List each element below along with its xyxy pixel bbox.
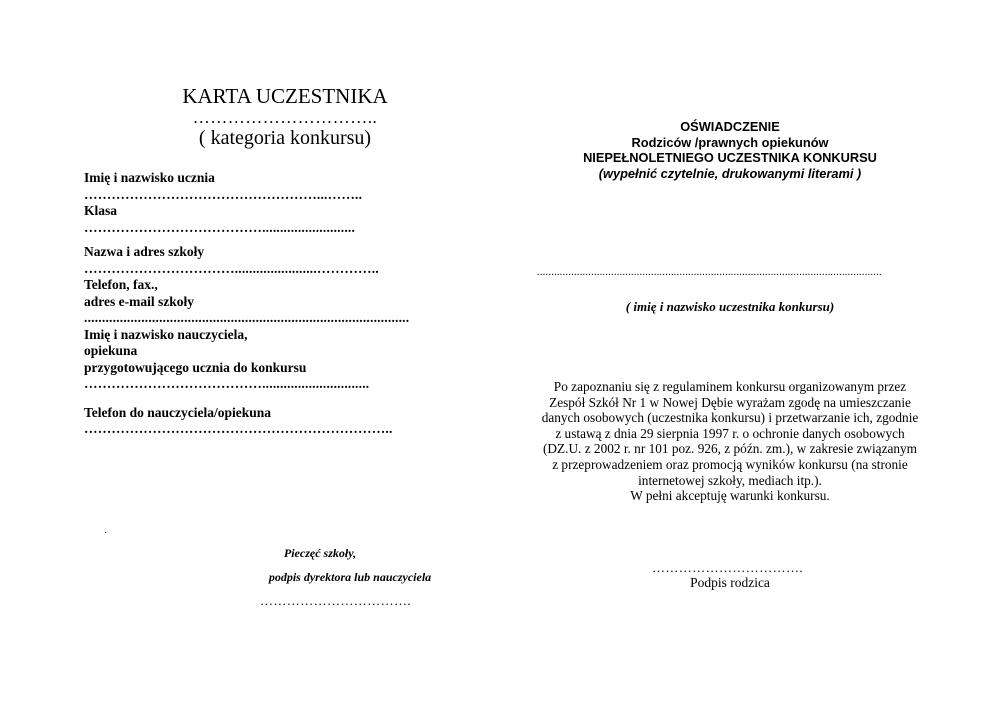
- body-line: Po zapoznaniu się z regulaminem konkursu organizowanym przez: [553, 379, 907, 394]
- declaration-body: [520, 379, 940, 504]
- body-line: W pełni akceptuję warunki konkursu.: [630, 488, 830, 504]
- declaration-title: OŚWIADCZENIE: [680, 119, 780, 134]
- declaration-heading: [540, 119, 920, 181]
- field-label-school: Nazwa i adres szkoły: [84, 244, 205, 259]
- signature-caption: podpis dyrektora lub nauczyciela: [268, 570, 432, 584]
- body-line: danych osobowych (uczestnika konkursu) i przetwarzanie ich, zgodnie: [541, 410, 919, 426]
- category-fill-line: …………………………..: [192, 108, 378, 127]
- field-line-student-name: ……………………………………………...……..: [84, 186, 363, 202]
- participant-name-line: .........................................................................................................................: [537, 267, 882, 278]
- field-label-contact: Telefon, fax., adres e-mail szkoły: [84, 277, 194, 309]
- body-line: z przeprowadzeniem oraz promocją wyników konkursu (na stronie: [552, 456, 908, 472]
- field-label-teacher-phone: Telefon do nauczyciela/opiekuna: [84, 404, 272, 420]
- field-line-contact: ...........................................................................................: [84, 310, 410, 325]
- body-line: (DZ.U. z 2002 r. nr 101 poz. 926, z późn. zm.), w zakresie związanym: [542, 441, 918, 457]
- field-line-class: …………………………………..........................: [84, 219, 356, 235]
- field-line-teacher-phone: …………………………………………………………..: [84, 421, 393, 436]
- parent-signature-line: …………………………….: [652, 560, 804, 575]
- body-line: internetowej szkoły, mediach itp.).: [638, 472, 822, 488]
- stray-dot: ·: [104, 528, 108, 539]
- body-line: z ustawą z dnia 29 sierpnia 1997 r. o ochronie danych osobowych: [555, 425, 905, 441]
- stamp-signature-line: …………………………….: [260, 593, 412, 608]
- parent-signature-label: Podpis rodzica: [690, 575, 770, 590]
- declaration-subtitle: Rodziców /prawnych opiekunów: [631, 134, 829, 150]
- field-line-school: …………………………….......................…………..: [84, 260, 379, 276]
- participant-fields: [84, 170, 414, 438]
- category-caption: ( kategoria konkursu): [198, 127, 372, 149]
- card-title: KARTA UCZESTNIKA: [182, 84, 388, 108]
- participant-name-caption: ( imię i nazwisko uczestnika konkursu): [625, 299, 835, 314]
- declaration-instruction: (wypełnić czytelnie, drukowanymi literami ): [598, 165, 862, 181]
- field-label-teacher: Imię i nazwisko nauczyciela, opiekuna przygotowującego ucznia do konkursu: [84, 326, 307, 375]
- field-line-teacher: …………………………………..............................: [84, 376, 370, 391]
- declaration-subject: NIEPEŁNOLETNIEGO UCZESTNIKA KONKURSU: [583, 150, 877, 165]
- body-line: Zespół Szkół Nr 1 w Nowej Dębie wyrażam zgodę na umieszczanie: [549, 394, 911, 410]
- field-label-class: Klasa: [84, 203, 118, 218]
- stamp-caption: Pieczęć szkoły,: [283, 546, 357, 560]
- field-label-student-name: Imię i nazwisko ucznia: [84, 170, 215, 185]
